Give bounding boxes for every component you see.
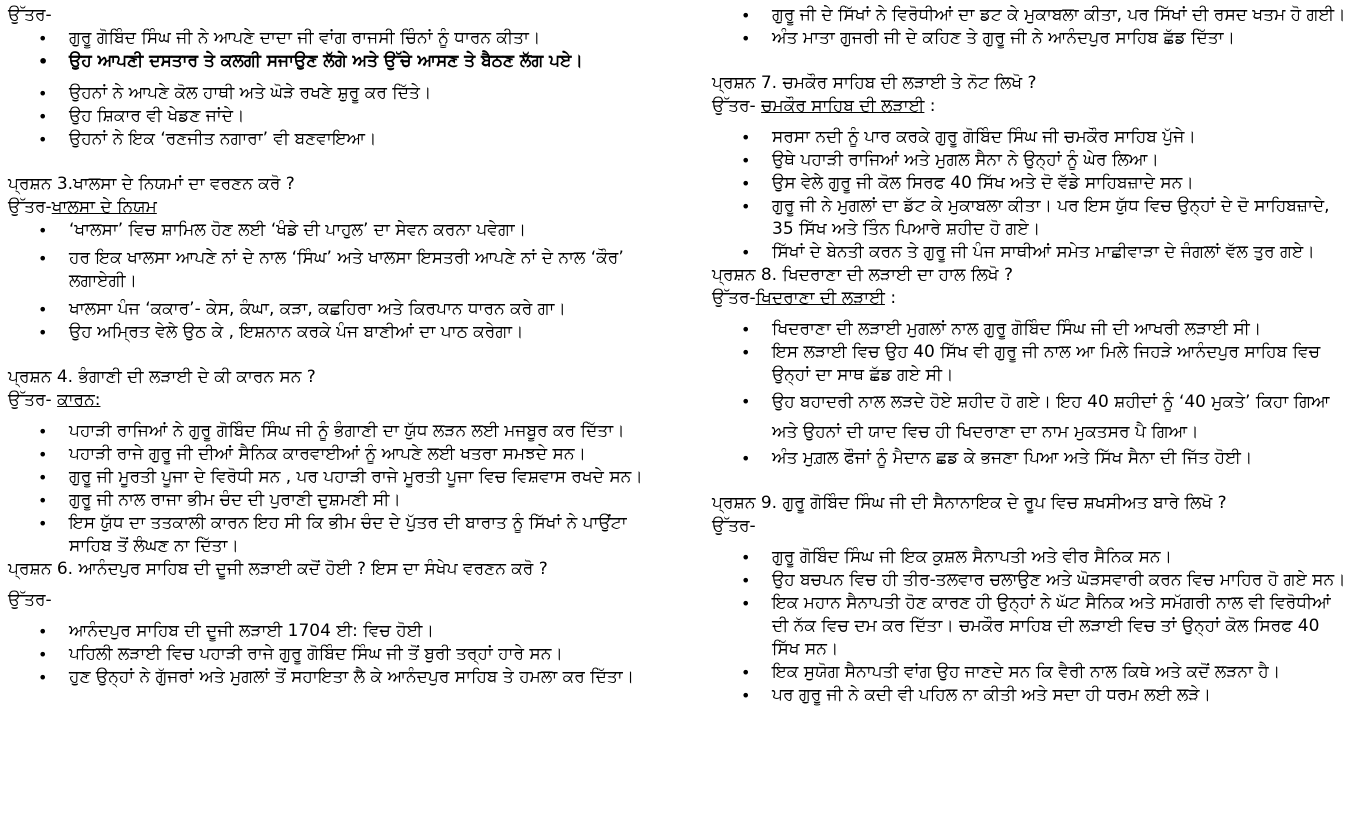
question-9: ਪ੍ਰਸ਼ਨ 9. ਗੁਰੂ ਗੋਬਿੰਦ ਸਿੰਘ ਜੀ ਦੀ ਸੈਨਾਨਾਇਕ ਦੇ ਰੂਪ ਵਿਚ ਸ਼ਖਸੀਅਤ ਬਾਰੇ ਲਿਖੋ ? <box>712 493 1227 513</box>
answer-8-prefix: ਉੱਤਰ- <box>712 288 756 308</box>
answer-3-label <box>8 196 658 219</box>
list-item: • ਗੁਰੂ ਗੋਬਿੰਦ ਸਿੰਘ ਜੀ ਇਕ ਕੁਸ਼ਲ ਸੈਨਾਪਤੀ ਅਤੇ ਵੀਰ ਸੈਨਿਕ ਸਨ। <box>772 546 1352 569</box>
list-item: • ਉਹ ਸ਼ਿਕਾਰ ਵੀ ਖੇਡਣ ਜਾਂਦੇ। <box>69 105 658 128</box>
list-item: • ਗੁਰੂ ਜੀ ਮੂਰਤੀ ਪੂਜਾ ਦੇ ਵਿਰੋਧੀ ਸਨ , ਪਰ ਪਹਾੜੀ ਰਾਜੇ ਮੂਰਤੀ ਪੂਜਾ ਵਿਚ ਵਿਸ਼ਵਾਸ ਰਖਦੇ ਸਨ। <box>69 466 658 489</box>
answer-8-colon: : <box>884 288 897 308</box>
list-item: • ਉਹ ਬਚਪਨ ਵਿਚ ਹੀ ਤੀਰ-ਤਲਵਾਰ ਚਲਾਉਣ ਅਤੇ ਘੋੜਸਵਾਰੀ ਕਰਨ ਵਿਚ ਮਾਹਿਰ ਹੋ ਗਏ ਸਨ। <box>772 569 1352 592</box>
list-item: • ਉਹ ਆਪਣੀ ਦਸਤਾਰ ਤੇ ਕਲਗੀ ਸਜਾਉਣ ਲੱਗੇ ਅਤੇ ਉੱਚੇ ਆਸਣ ਤੇ ਬੈਠਣ ਲੱਗ ਪਏ। <box>69 50 658 73</box>
answer-9-list <box>712 546 1352 707</box>
answer-4-prefix: ਉੱਤਰ- <box>8 390 52 410</box>
answer-6-list <box>8 620 658 689</box>
list-item: • ਪਹਿਲੀ ਲੜਾਈ ਵਿਚ ਪਹਾੜੀ ਰਾਜੇ ਗੁਰੂ ਗੋਬਿੰਦ ਸਿੰਘ ਜੀ ਤੋਂ ਬੁਰੀ ਤਰ੍ਹਾਂ ਹਾਰੇ ਸਨ। <box>69 643 658 666</box>
list-item: • ਖਾਲਸਾ ਪੰਜ ‘ਕਕਾਰ’- ਕੇਸ, ਕੰਘਾ, ਕੜਾ, ਕਛਹਿਰਾ ਅਤੇ ਕਿਰਪਾਨ ਧਾਰਨ ਕਰੇ ਗਾ। <box>69 298 658 321</box>
left-column <box>8 4 658 689</box>
list-item: • ਪਹਾੜੀ ਰਾਜਿਆਂ ਨੇ ਗੁਰੂ ਗੋਬਿੰਦ ਸਿੰਘ ਜੀ ਨੂੰ ਭੰਗਾਣੀ ਦਾ ਯੁੱਧ ਲੜਨ ਲਈ ਮਜਬੂਰ ਕਰ ਦਿੱਤਾ। <box>69 420 658 443</box>
question-7: ਪ੍ਰਸ਼ਨ 7. ਚਮਕੌਰ ਸਾਹਿਬ ਦੀ ਲੜਾਈ ਤੇ ਨੋਟ ਲਿਖੋ ? <box>712 73 1037 93</box>
answer-4-label <box>8 389 658 412</box>
list-item: • ਖਿਦਰਾਣਾ ਦੀ ਲੜਾਈ ਮੁਗਲਾਂ ਨਾਲ ਗੁਰੂ ਗੋਬਿੰਦ ਸਿੰਘ ਜੀ ਦੀ ਆਖਰੀ ਲੜਾਈ ਸੀ। <box>772 318 1352 341</box>
answer-4-list <box>8 420 658 558</box>
answer-9-label: ਉੱਤਰ- <box>712 516 756 536</box>
list-item: • ਉਹ ਅਮ੍ਰਿਤ ਵੇਲੇ ਉਠ ਕੇ , ਇਸ਼ਨਾਨ ਕਰਕੇ ਪੰਜ ਬਾਣੀਆਂ ਦਾ ਪਾਠ ਕਰੇਗਾ। <box>69 321 658 344</box>
list-item: • ਸਰਸਾ ਨਦੀ ਨੂੰ ਪਾਰ ਕਰਕੇ ਗੁਰੂ ਗੋਬਿੰਦ ਸਿੰਘ ਜੀ ਚਮਕੌਰ ਸਾਹਿਬ ਪੁੱਜੇ। <box>772 126 1352 149</box>
list-item: • ਗੁਰੂ ਜੀ ਨੇ ਮੁਗਲਾਂ ਦਾ ਡੱਟ ਕੇ ਮੁਕਾਬਲਾ ਕੀਤਾ। ਪਰ ਇਸ ਯੁੱਧ ਵਿਚ ਉਨ੍ਹਾਂ ਦੇ ਦੋ ਸਾਹਿਬਜ਼ਾਦੇ, 35 ਸਿੱਖ ਅਤੇ ਤਿੰਨ ਪਿਆਰੇ ਸ਼ਹੀਦ ਹੋ ਗਏ। <box>772 195 1352 241</box>
list-item: • ਹਰ ਇਕ ਖਾਲਸਾ ਆਪਣੇ ਨਾਂ ਦੇ ਨਾਲ ‘ਸਿੰਘ’ ਅਤੇ ਖਾਲਸਾ ਇਸਤਰੀ ਆਪਣੇ ਨਾਂ ਦੇ ਨਾਲ ‘ਕੌਰ’ ਲਗਾਏਗੀ। <box>69 247 658 293</box>
list-item: • ਗੁਰੂ ਗੋਬਿੰਦ ਸਿੰਘ ਜੀ ਨੇ ਆਪਣੇ ਦਾਦਾ ਜੀ ਵਾਂਗ ਰਾਜਸੀ ਚਿੰਨਾਂ ਨੂੰ ਧਾਰਨ ਕੀਤਾ। <box>69 27 658 50</box>
list-item: • ਇਸ ਯੁੱਧ ਦਾ ਤਤਕਾਲੀ ਕਾਰਨ ਇਹ ਸੀ ਕਿ ਭੀਮ ਚੰਦ ਦੇ ਪੁੱਤਰ ਦੀ ਬਾਰਾਤ ਨੂੰ ਸਿੱਖਾਂ ਨੇ ਪਾਉਂਟਾ ਸਾਹਿਬ ਤੋਂ ਲੰਘਣ ਨਾ ਦਿੱਤਾ। <box>69 512 658 558</box>
list-item: • ਸਿੱਖਾਂ ਦੇ ਬੇਨਤੀ ਕਰਨ ਤੇ ਗੁਰੂ ਜੀ ਪੰਜ ਸਾਥੀਆਂ ਸਮੇਤ ਮਾਛੀਵਾੜਾ ਦੇ ਜੰਗਲਾਂ ਵੱਲ ਤੁਰ ਗਏ। <box>772 241 1352 264</box>
answer-4-heading: ਕਾਰਨ: <box>57 390 101 410</box>
question-4: ਪ੍ਰਸ਼ਨ 4. ਭੰਗਾਣੀ ਦੀ ਲੜਾਈ ਦੇ ਕੀ ਕਾਰਨ ਸਨ ? <box>8 367 316 387</box>
list-item: • ਪਹਾੜੀ ਰਾਜੇ ਗੁਰੂ ਜੀ ਦੀਆਂ ਸੈਨਿਕ ਕਾਰਵਾਈਆਂ ਨੂੰ ਆਪਣੇ ਲਈ ਖਤਰਾ ਸਮਝਦੇ ਸਨ। <box>69 443 658 466</box>
list-item: • ਗੁਰੂ ਜੀ ਨਾਲ ਰਾਜਾ ਭੀਮ ਚੰਦ ਦੀ ਪੁਰਾਣੀ ਦੁਸ਼ਮਣੀ ਸੀ। <box>69 489 658 512</box>
answer-8-heading: ਖਿਦਰਾਣਾ ਦੀ ਲੜਾਈ <box>755 288 885 308</box>
list-item: • ਉਹਨਾਂ ਨੇ ਆਪਣੇ ਕੋਲ ਹਾਥੀ ਅਤੇ ਘੋੜੇ ਰਖਣੇ ਸ਼ੁਰੂ ਕਰ ਦਿੱਤੇ। <box>69 82 658 105</box>
list-item: • ਪਰ ਗੁਰੂ ਜੀ ਨੇ ਕਦੀ ਵੀ ਪਹਿਲ ਨਾ ਕੀਤੀ ਅਤੇ ਸਦਾ ਹੀ ਧਰਮ ਲਈ ਲੜੇ। <box>772 684 1352 707</box>
list-item: • ਉਹ ਬਹਾਦਰੀ ਨਾਲ ਲੜਦੇ ਹੋਏ ਸ਼ਹੀਦ ਹੋ ਗਏ। ਇਹ 40 ਸ਼ਹੀਦਾਂ ਨੂੰ ‘40 ਮੁਕਤੇ’ ਕਿਹਾ ਗਿਆ ਅਤੇ ਉਹਨਾਂ ਦੀ ਯਾਦ ਵਿਚ ਹੀ ਖਿਦਰਾਣਾ ਦਾ ਨਾਮ ਮੁਕਤਸਰ ਪੈ ਗਿਆ। <box>772 387 1352 447</box>
answer-7-heading: ਚਮਕੌਰ ਸਾਹਿਬ ਦੀ ਲੜਾਈ <box>761 96 925 116</box>
list-item: • ਹੁਣ ਉਨ੍ਹਾਂ ਨੇ ਗੁੱਜਰਾਂ ਅਤੇ ਮੁਗਲਾਂ ਤੋਂ ਸਹਾਇਤਾ ਲੈ ਕੇ ਆਨੰਦਪੁਰ ਸਾਹਿਬ ਤੇ ਹਮਲਾ ਕਰ ਦਿੱਤਾ। <box>69 666 658 689</box>
answer-8-list <box>712 318 1352 470</box>
answer-7-prefix: ਉੱਤਰ- <box>712 96 756 116</box>
list-item: • ਇਕ ਮਹਾਨ ਸੈਨਾਪਤੀ ਹੋਣ ਕਾਰਣ ਹੀ ਉਨ੍ਹਾਂ ਨੇ ਘੱਟ ਸੈਨਿਕ ਅਤੇ ਸਮੱਗਰੀ ਨਾਲ ਵੀ ਵਿਰੋਧੀਆਂ ਦੀ ਨੱਕ ਵਿਚ ਦਮ ਕਰ ਦਿੱਤਾ। ਚਮਕੌਰ ਸਾਹਿਬ ਦੀ ਲੜਾਈ ਵਿਚ ਤਾਂ ਉਨ੍ਹਾਂ ਕੋਲ ਸਿਰਫ 40 ਸਿੱਖ ਸਨ। <box>772 592 1352 661</box>
list-item: • ਉਸ ਵੇਲੇ ਗੁਰੂ ਜੀ ਕੋਲ ਸਿਰਫ 40 ਸਿੱਖ ਅਤੇ ਦੋ ਵੱਡੇ ਸਾਹਿਬਜ਼ਾਦੇ ਸਨ। <box>772 172 1352 195</box>
answer-6-list-continued <box>712 4 1352 50</box>
answer-2-label: ਉੱਤਰ- <box>8 5 52 25</box>
list-item: • ਆਨੰਦਪੁਰ ਸਾਹਿਬ ਦੀ ਦੂਜੀ ਲੜਾਈ 1704 ਈ: ਵਿਚ ਹੋਈ। <box>69 620 658 643</box>
answer-3-list <box>8 219 658 344</box>
list-item: • ਇਸ ਲੜਾਈ ਵਿਚ ਉਹ 40 ਸਿੱਖ ਵੀ ਗੁਰੂ ਜੀ ਨਾਲ ਆ ਮਿਲੇ ਜਿਹੜੇ ਆਨੰਦਪੁਰ ਸਾਹਿਬ ਵਿਚ ਉਨ੍ਹਾਂ ਦਾ ਸਾਥ ਛੱਡ ਗਏ ਸੀ। <box>772 341 1352 387</box>
answer-7-colon: : <box>924 96 936 116</box>
list-item: • ‘ਖਾਲਸਾ’ ਵਿਚ ਸ਼ਾਮਿਲ ਹੋਣ ਲਈ ‘ਖੰਡੇ ਦੀ ਪਾਹੁਲ’ ਦਾ ਸੇਵਨ ਕਰਨਾ ਪਵੇਗਾ। <box>69 219 658 242</box>
list-item: • ਉਥੇ ਪਹਾੜੀ ਰਾਜਿਆਂ ਅਤੇ ਮੁਗਲ ਸੈਨਾ ਨੇ ਉਨ੍ਹਾਂ ਨੂੰ ਘੇਰ ਲਿਆ। <box>772 149 1352 172</box>
question-8: ਪ੍ਰਸ਼ਨ 8. ਖਿਦਰਾਣਾ ਦੀ ਲੜਾਈ ਦਾ ਹਾਲ ਲਿਖੋ ? <box>712 265 1014 285</box>
answer-3-prefix: ਉੱਤਰ- <box>8 197 52 217</box>
list-item: • ਗੁਰੂ ਜੀ ਦੇ ਸਿੱਖਾਂ ਨੇ ਵਿਰੋਧੀਆਂ ਦਾ ਡਟ ਕੇ ਮੁਕਾਬਲਾ ਕੀਤਾ, ਪਰ ਸਿੱਖਾਂ ਦੀ ਰਸਦ ਖਤਮ ਹੋ ਗਈ। <box>772 4 1352 27</box>
answer-7-list <box>712 126 1352 264</box>
list-item: • ਇਕ ਸੁਯੋਗ ਸੈਨਾਪਤੀ ਵਾਂਗ ਉਹ ਜਾਣਦੇ ਸਨ ਕਿ ਵੈਰੀ ਨਾਲ ਕਿਥੇ ਅਤੇ ਕਦੋਂ ਲੜਨਾ ਹੈ। <box>772 661 1352 684</box>
answer-8-label <box>712 287 1352 310</box>
answer-3-heading: ਖਾਲਸਾ ਦੇ ਨਿਯਮ <box>51 197 157 217</box>
answer-6-label: ਉੱਤਰ- <box>8 590 52 610</box>
answer-7-label <box>712 95 1352 118</box>
list-item: • ਉਹਨਾਂ ਨੇ ਇਕ ‘ਰਣਜੀਤ ਨਗਾਰਾ’ ਵੀ ਬਣਵਾਇਆ। <box>69 128 658 151</box>
question-3: ਪ੍ਰਸ਼ਨ 3.ਖਾਲਸਾ ਦੇ ਨਿਯਮਾਂ ਦਾ ਵਰਣਨ ਕਰੋ ? <box>8 174 295 194</box>
answer-2-list <box>8 27 658 151</box>
question-6: ਪ੍ਰਸ਼ਨ 6. ਆਨੰਦਪੁਰ ਸਾਹਿਬ ਦੀ ਦੂਜੀ ਲੜਾਈ ਕਦੋਂ ਹੋਈ ? ਇਸ ਦਾ ਸੰਖੇਪ ਵਰਣਨ ਕਰੋ ? <box>8 559 548 579</box>
right-column <box>712 4 1352 707</box>
list-item: • ਅੰਤ ਮੁਗ਼ਲ ਫੌਜਾਂ ਨੂੰ ਮੈਦਾਨ ਛਡ ਕੇ ਭਜਣਾ ਪਿਆ ਅਤੇ ਸਿੱਖ ਸੈਨਾ ਦੀ ਜਿੱਤ ਹੋਈ। <box>772 447 1352 470</box>
list-item: • ਅੰਤ ਮਾਤਾ ਗੁਜਰੀ ਜੀ ਦੇ ਕਹਿਣ ਤੇ ਗੁਰੂ ਜੀ ਨੇ ਆਨੰਦਪੁਰ ਸਾਹਿਬ ਛੱਡ ਦਿੱਤਾ। <box>772 27 1352 50</box>
